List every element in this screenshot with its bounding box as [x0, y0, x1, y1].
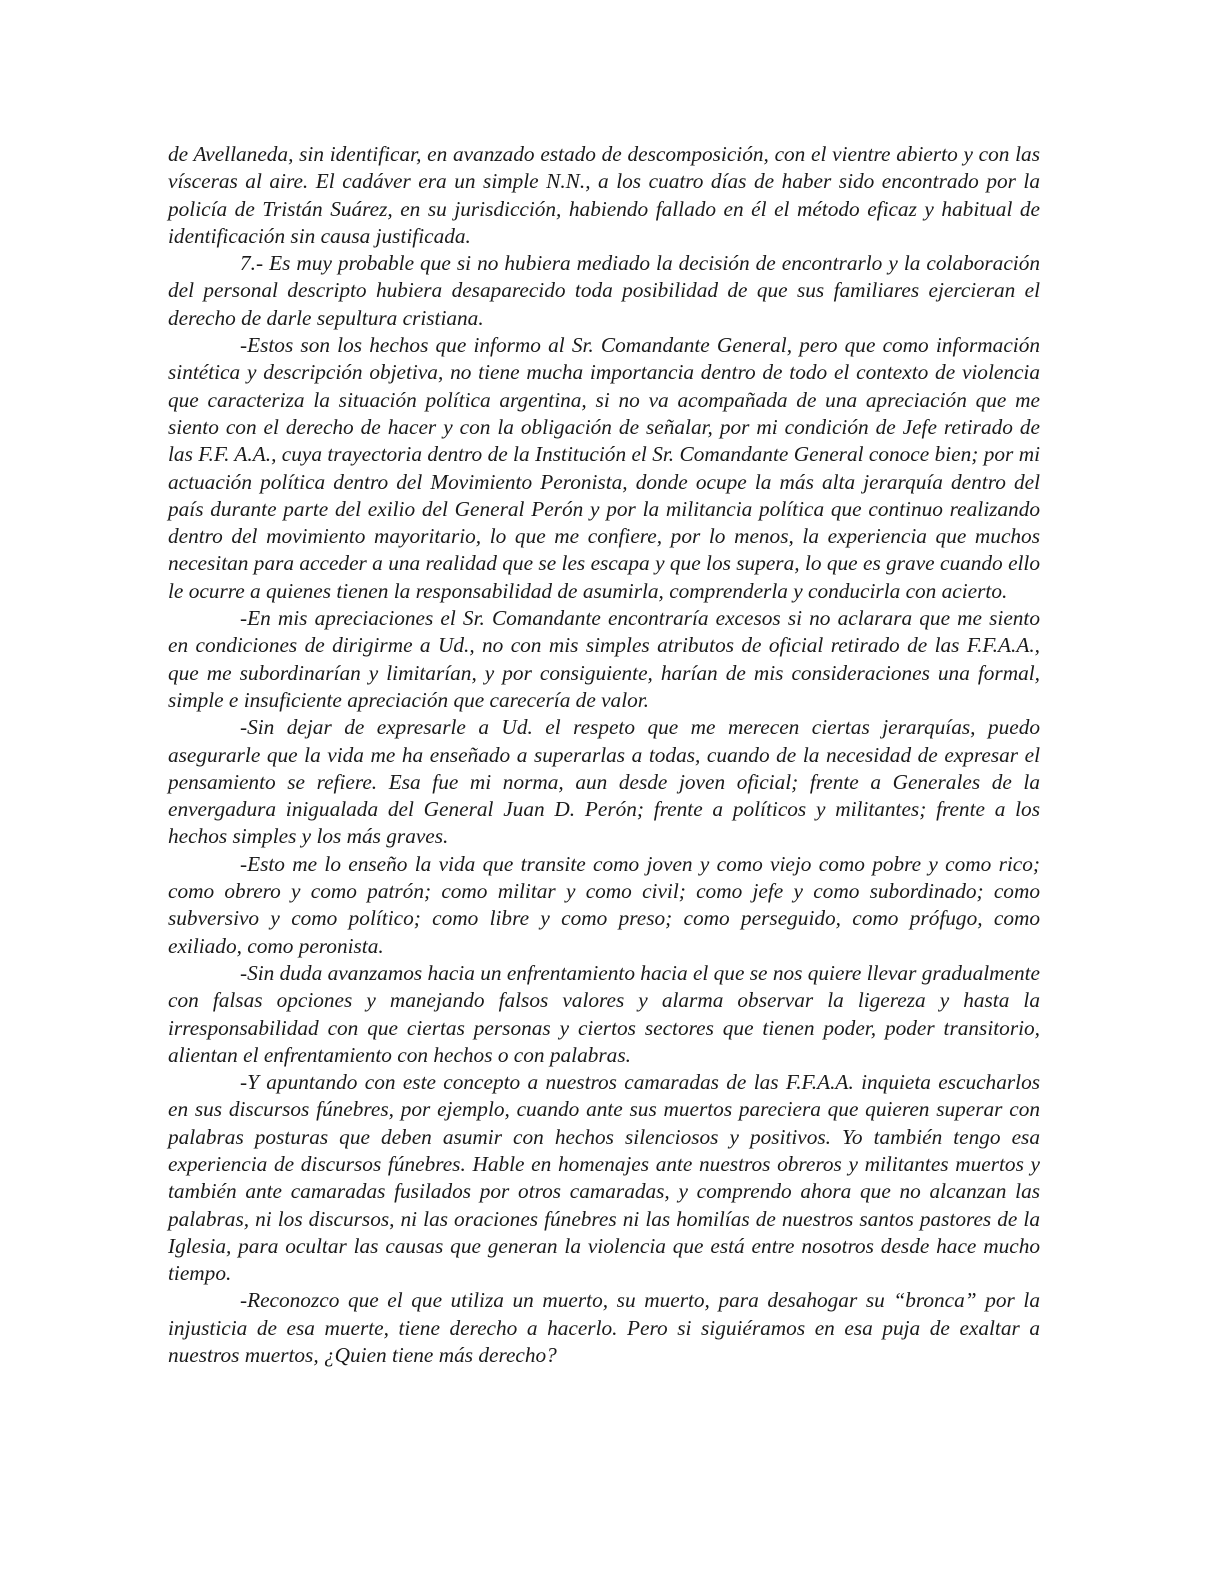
paragraph-continuation: de Avellaneda, sin identificar, en avanzado estado de descomposición, con el vientre abierto y con las vísceras al aire. El cadáver era un simple N.N., a los cuatro días de haber sido encontrado por la policía de Tristán Suárez, en su jurisdicción, habiendo fallado en él el método eficaz y habitual de identificación sin causa justificada.	[168, 142, 1040, 248]
paragraph-reconozco: -Reconozco que el que utiliza un muerto, su muerto, para desahogar su “bronca” por la injusticia de esa muerte, tiene derecho a hacerlo. Pero si siguiéramos en esa puja de exaltar a nuestros muertos, ¿Quien tiene más derecho?	[168, 1288, 1040, 1368]
paragraph-apreciaciones: -En mis apreciaciones el Sr. Comandante encontraría excesos si no aclarara que me siento en condiciones de dirigirme a Ud., no con mis simples atributos de oficial retirado de las F.F.A.A., que me subordinarían y limitarían, y por consiguiente, harían de mis consideraciones una formal, simple e insuficiente apreciación que carecería de valor.	[168, 606, 1040, 712]
paragraph-vida: -Esto me lo enseño la vida que transite como joven y como viejo como pobre y como rico; como obrero y como patrón; como militar y como civil; como jefe y como subordinado; como subversivo y como político; como libre y como preso; como perseguido, como prófugo, como exiliado, como peronista.	[168, 851, 1040, 958]
document-page	[168, 141, 1040, 1369]
paragraph-hechos: -Estos son los hechos que informo al Sr. Comandante General, pero que como información sintética y descripción objetiva, no tiene mucha importancia dentro de todo el contexto de violencia que caracteriza la situación política argentina, si no va acompañada de una apreciación que me siento con el derecho de hacer y con la obligación de señalar, por mi condición de Jefe retirado de las F.F. A.A., cuya trayectoria dentro de la Institución el Sr. Comandante General conoce bien; por mi actuación política dentro del Movimiento Peronista, donde ocupe la más alta jerarquía dentro del país durante parte del exilio del General Perón y por la militancia política que continuo realizando dentro del movimiento mayoritario, lo que me confiere, por lo menos, la experiencia que muchos necesitan para acceder a una realidad que se les escapa y que los supera, lo que es grave cuando ello le ocurre a quienes tienen la responsabilidad de asumirla, comprenderla y conducirla con acierto.	[168, 333, 1040, 603]
paragraph-point-7: 7.- Es muy probable que si no hubiera mediado la decisión de encontrarlo y la colaboración del personal descripto hubiera desaparecido toda posibilidad de que sus familiares ejercieran el derecho de darle sepultura cristiana.	[168, 251, 1040, 330]
paragraph-jerarquias: -Sin dejar de expresarle a Ud. el respeto que me merecen ciertas jerarquías, puedo asegurarle que la vida me ha enseñado a superarlas a todas, cuando de la necesidad de expresar el pensamiento se refiere. Esa fue mi norma, aun desde joven oficial; frente a Generales de la envergadura inigualada del General Juan D. Perón; frente a políticos y militantes; frente a los hechos simples y los más graves.	[168, 715, 1040, 849]
paragraph-enfrentamiento: -Sin duda avanzamos hacia un enfrentamiento hacia el que se nos quiere llevar gradualmente con falsas opciones y manejando falsos valores y alarma observar la ligereza y hasta la irresponsabilidad con que ciertas personas y ciertos sectores que tienen poder, poder transitorio, alientan el enfrentamiento con hechos o con palabras.	[168, 960, 1040, 1067]
paragraph-discursos: -Y apuntando con este concepto a nuestros camaradas de las F.F.A.A. inquieta escucharlos en sus discursos fúnebres, por ejemplo, cuando ante sus muertos pareciera que quieren superar con palabras posturas que deben asumir con hechos silenciosos y positivos. Yo también tengo esa experiencia de discursos fúnebres. Hable en homenajes ante nuestros obreros y militantes muertos y también ante camaradas fusilados por otros camaradas, y comprendo ahora que no alcanzan las palabras, ni los discursos, ni las oraciones fúnebres ni las homilías de nuestros santos pastores de la Iglesia, para ocultar las causas que generan la violencia que está entre nosotros desde hace mucho tiempo.	[168, 1070, 1040, 1286]
